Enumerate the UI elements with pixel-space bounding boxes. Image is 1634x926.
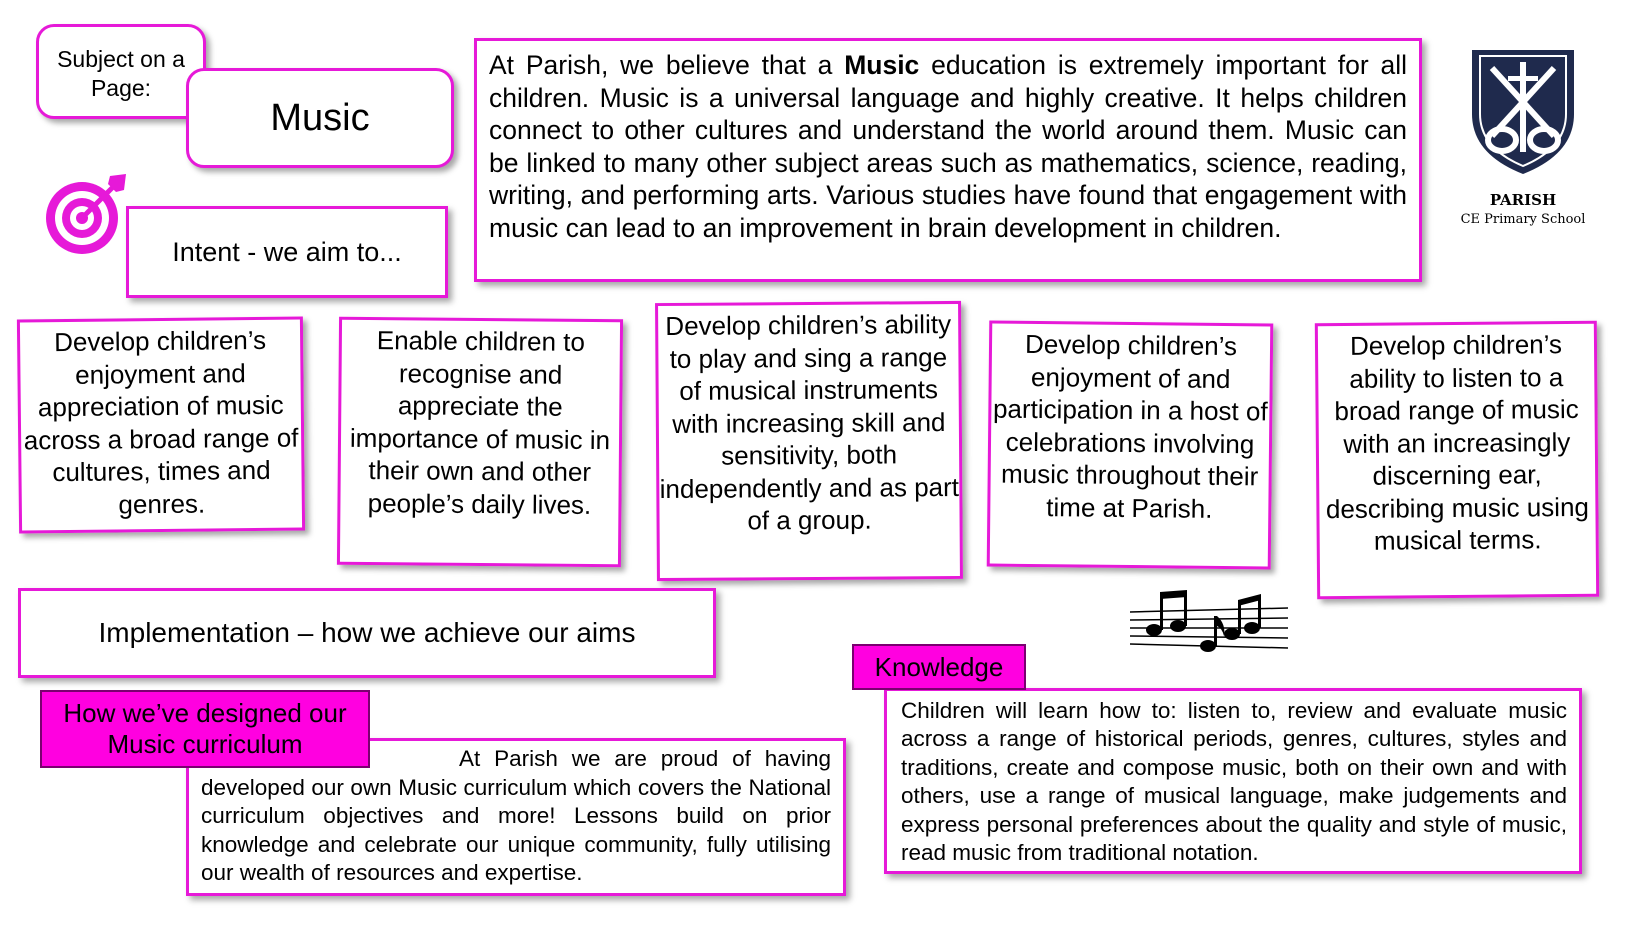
aim-card bbox=[655, 301, 963, 581]
aim-text: Develop children’s enjoyment of and participation in a host of celebrations involving music throughout their time at Parish. bbox=[992, 328, 1268, 524]
intro-paragraph bbox=[474, 38, 1422, 282]
implementation-heading bbox=[18, 588, 716, 678]
school-name: PARISH bbox=[1489, 191, 1557, 209]
school-subtitle: CE Primary School bbox=[1460, 212, 1586, 227]
aim-text: Develop children’s ability to listen to a broad range of music with an increasingly discerning ear, describing music using musical terms. bbox=[1325, 329, 1590, 556]
implementation-heading-text: Implementation – how we achieve our aims bbox=[98, 617, 636, 648]
intro-bold-subject: Music bbox=[844, 50, 920, 80]
aim-text: Develop children’s ability to play and sing a range of musical instruments with increasing skill and sensitivity, both independently and as part of a group. bbox=[659, 309, 960, 536]
intro-text-start: At Parish, we believe that a bbox=[489, 50, 845, 80]
knowledge-label-text: Knowledge bbox=[874, 651, 1004, 682]
aim-text: Develop children’s enjoyment and appreciation of music across a broad range of cultures, times and genres. bbox=[23, 324, 299, 519]
curriculum-design-label bbox=[40, 690, 370, 768]
aim-card bbox=[1315, 321, 1599, 599]
aim-card bbox=[17, 317, 305, 534]
subject-on-a-page-label bbox=[36, 24, 206, 119]
intent-heading-text: Intent - we aim to... bbox=[172, 236, 402, 267]
subject-title-text: Music bbox=[270, 96, 370, 139]
intro-text-rest: education is extremely important for all children. Music is a universal language and highly creative. It helps children connect to other cultures and understand the world around them. Music can be linked to many other subject areas such as mathematics, science, reading, writing, and performing arts. Various studies have found that engagement with music can lead to an improvement in brain development in children. bbox=[489, 50, 1407, 243]
knowledge-description bbox=[884, 688, 1582, 874]
target-icon bbox=[40, 170, 132, 258]
aim-card bbox=[337, 317, 623, 567]
knowledge-text: Children will learn how to: listen to, review and evaluate music across a range of historical periods, genres, cultures, styles and traditions, create and compose music, both on their own and with others, use a range of musical language, make judgements and express personal preferences about the quality and style of music, read music from traditional notation. bbox=[901, 698, 1567, 866]
subject-label-text: Subject on a Page: bbox=[57, 46, 185, 101]
aim-card bbox=[987, 321, 1274, 570]
knowledge-label bbox=[852, 644, 1026, 690]
subject-title bbox=[186, 68, 454, 168]
music-notes-icon bbox=[1128, 588, 1290, 654]
aim-text: Enable children to recognise and appreciate the importance of music in their own and other people’s daily lives. bbox=[349, 325, 611, 520]
curriculum-design-text: At Parish we are proud of having developed our own Music curriculum which covers the National curriculum objectives and more! Lessons build on prior knowledge and celebrate our unique community, fully utilising our wealth of resources and expertise. bbox=[201, 746, 831, 885]
intent-heading bbox=[126, 206, 448, 298]
curriculum-design-label-text: How we’ve designed our Music curriculum bbox=[63, 698, 347, 759]
school-crest-icon bbox=[1462, 44, 1584, 178]
